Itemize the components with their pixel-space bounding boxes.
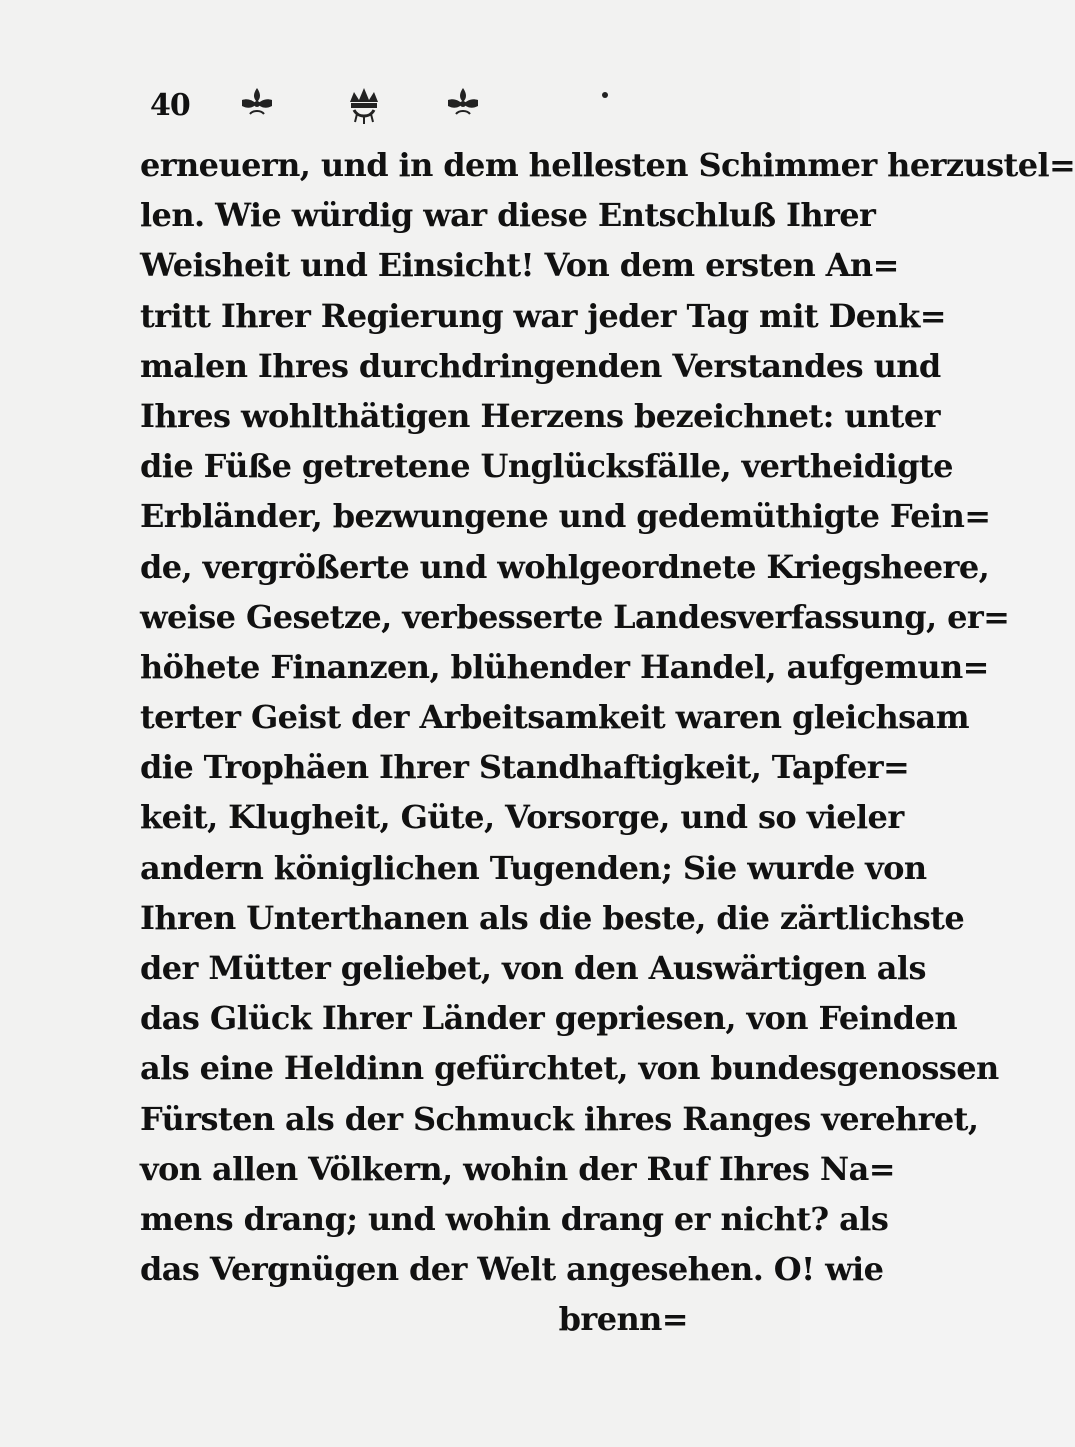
text-line: erneuern, und in dem hellesten Schimmer herzustel=: [140, 146, 1075, 184]
text-line: Weisheit und Einsicht! Von dem ersten An=: [140, 246, 899, 285]
text-line: von allen Völkern, wohin der Ruf Ihres Na=: [140, 1149, 895, 1188]
catchword: brenn=: [558, 1300, 688, 1339]
text-line: tritt Ihrer Regierung war jeder Tag mit Denk=: [140, 296, 946, 335]
text-line: de, vergrößerte und wohlgeordnete Kriegsheere,: [140, 547, 990, 586]
floral-ornament-icon: [238, 84, 276, 120]
text-line: len. Wie würdig war diese Entschluß Ihrer: [140, 196, 876, 235]
text-line: malen Ihres durchdringenden Verstandes und: [140, 346, 941, 385]
text-line: die Füße getretene Unglücksfälle, vertheidigte: [140, 447, 953, 486]
floral-ornament-icon: [444, 84, 482, 120]
body-text: [140, 140, 1075, 1345]
text-line: der Mütter geliebet, von den Auswärtigen als: [140, 949, 926, 987]
crown-ornament-icon: [344, 84, 384, 126]
text-line: als eine Heldinn gefürchtet, von bundesgenossen: [140, 1049, 999, 1088]
text-line: Ihres wohlthätigen Herzens bezeichnet: unter: [140, 396, 940, 435]
text-line: Erbländer, bezwungene und gedemüthigte Fein=: [140, 497, 991, 536]
text-line: höhete Finanzen, blühender Handel, aufgemun=: [140, 647, 989, 686]
text-line: die Trophäen Ihrer Standhaftigkeit, Tapfer=: [140, 748, 910, 787]
text-line: Ihren Unterthanen als die beste, die zärtlichste: [140, 898, 965, 937]
text-line: terter Geist der Arbeitsamkeit waren gleichsam: [140, 698, 969, 737]
text-line: keit, Klugheit, Güte, Vorsorge, und so vieler: [140, 798, 904, 837]
page-header: [150, 84, 650, 134]
text-line: Fürsten als der Schmuck ihres Ranges verehret,: [140, 1099, 979, 1138]
text-line: weise Gesetze, verbesserte Landesverfassung, er=: [140, 597, 1010, 636]
text-line: andern königlichen Tugenden; Sie wurde von: [140, 848, 927, 887]
ink-dot: [602, 92, 608, 98]
text-line: das Glück Ihrer Länder gepriesen, von Feinden: [140, 999, 958, 1038]
text-line: mens drang; und wohin drang er nicht? als: [140, 1199, 889, 1238]
text-line: das Vergnügen der Welt angesehen. O! wie: [140, 1250, 884, 1289]
page-number: 40: [150, 88, 190, 123]
